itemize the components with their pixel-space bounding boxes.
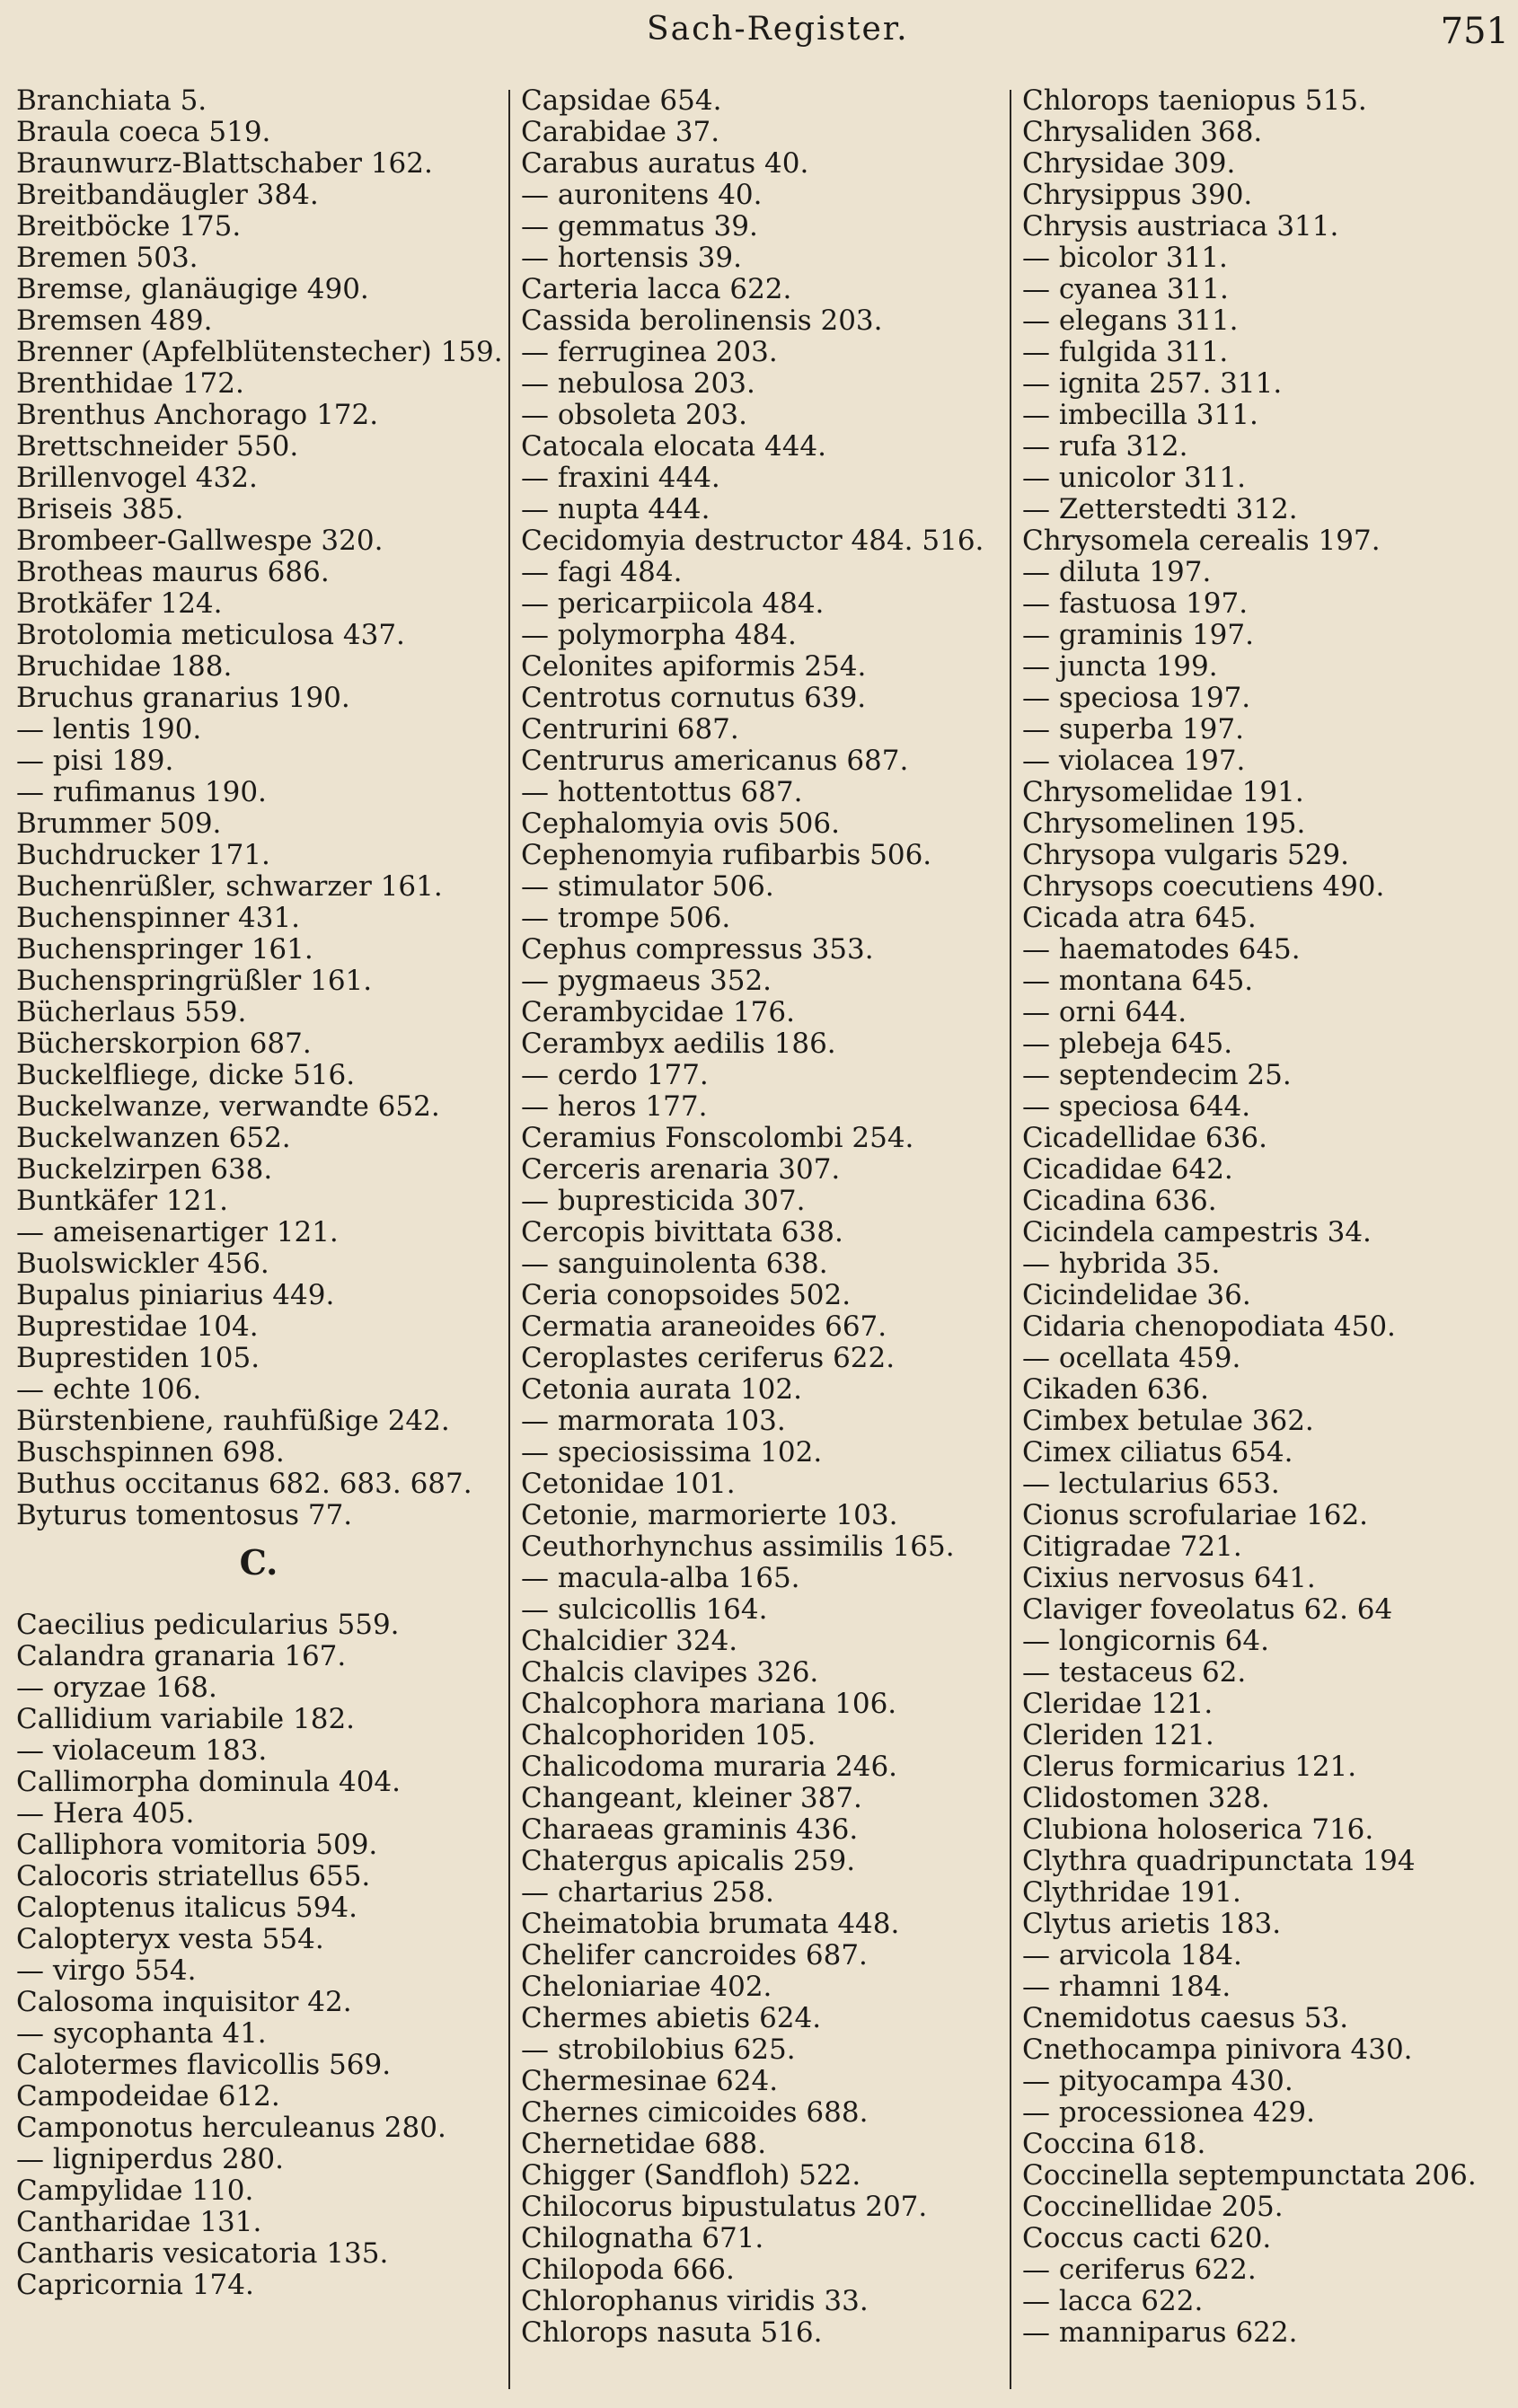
index-entry: Cicadellidae 636. bbox=[1022, 1122, 1267, 1154]
index-entry: Calliphora vomitoria 509. bbox=[16, 1829, 378, 1861]
index-entry: — juncta 199. bbox=[1022, 650, 1218, 683]
index-entry: Coccinella septempunctata 206. bbox=[1022, 2159, 1477, 2192]
index-entry: Cidaria chenopodiata 450. bbox=[1022, 1310, 1396, 1343]
index-entry: Buckelzirpen 638. bbox=[16, 1153, 273, 1186]
index-entry: Buchdrucker 171. bbox=[16, 839, 270, 871]
index-entry: Chigger (Sandfloh) 522. bbox=[521, 2159, 861, 2192]
index-entry: Coccus cacti 620. bbox=[1022, 2222, 1272, 2254]
index-entry: — fastuosa 197. bbox=[1022, 587, 1249, 620]
index-entry: Calopteryx vesta 554. bbox=[16, 1923, 324, 1955]
index-entry: Chermesinae 624. bbox=[521, 2065, 779, 2097]
index-entry: Camponotus herculeanus 280. bbox=[16, 2112, 446, 2144]
index-entry: Braunwurz-Blattschaber 162. bbox=[16, 147, 433, 180]
index-entry: Bruchus granarius 190. bbox=[16, 682, 350, 714]
index-entry: Brombeer-Gallwespe 320. bbox=[16, 525, 384, 557]
index-entry: Brillenvogel 432. bbox=[16, 462, 258, 494]
index-entry: Chernes cimicoides 688. bbox=[521, 2096, 869, 2129]
index-entry: — haematodes 645. bbox=[1022, 933, 1301, 966]
index-entry: — pisi 189. bbox=[16, 745, 174, 777]
index-entry: Cnethocampa pinivora 430. bbox=[1022, 2033, 1413, 2066]
index-entry: — unicolor 311. bbox=[1022, 462, 1246, 494]
index-entry: Cassida berolinensis 203. bbox=[521, 304, 883, 337]
index-entry: Ceria conopsoides 502. bbox=[521, 1279, 852, 1311]
index-entry: — graminis 197. bbox=[1022, 619, 1254, 651]
index-entry: — sanguinolenta 638. bbox=[521, 1248, 828, 1280]
index-entry: Chermes abietis 624. bbox=[521, 2002, 822, 2034]
index-entry: — Zetterstedti 312. bbox=[1022, 493, 1298, 525]
index-entry: Cikaden 636. bbox=[1022, 1373, 1209, 1406]
index-entry: Catocala elocata 444. bbox=[521, 430, 827, 463]
page-number: 751 bbox=[1440, 11, 1509, 52]
index-entry: Caloptenus italicus 594. bbox=[16, 1892, 357, 1924]
index-entry: Chilocorus bipustulatus 207. bbox=[521, 2191, 928, 2223]
index-entry: — fagi 484. bbox=[521, 556, 683, 588]
index-entry: — pericarpiicola 484. bbox=[521, 587, 825, 620]
index-entry: — sycophanta 41. bbox=[16, 2017, 267, 2050]
index-entry: Claviger foveolatus 62. 64 bbox=[1022, 1593, 1393, 1626]
index-entry: — pygmaeus 352. bbox=[521, 965, 772, 997]
index-entry: Cerambycidae 176. bbox=[521, 996, 795, 1028]
index-entry: Cecidomyia destructor 484. 516. bbox=[521, 525, 984, 557]
index-entry: — arvicola 184. bbox=[1022, 1939, 1242, 1971]
index-entry: Chrysippus 390. bbox=[1022, 179, 1253, 211]
index-entry: — diluta 197. bbox=[1022, 556, 1212, 588]
index-entry: Callidium variabile 182. bbox=[16, 1703, 356, 1735]
index-entry: — virgo 554. bbox=[16, 1954, 197, 1987]
index-entry: Buchenspringer 161. bbox=[16, 933, 313, 966]
index-entry: — imbecilla 311. bbox=[1022, 399, 1258, 431]
index-entry: — stimulator 506. bbox=[521, 870, 774, 903]
index-entry: — ferruginea 203. bbox=[521, 336, 778, 368]
index-entry: — speciosa 197. bbox=[1022, 682, 1251, 714]
index-entry: Brenner (Apfelblütenstecher) 159. bbox=[16, 336, 503, 368]
index-entry: Brotolomia meticulosa 437. bbox=[16, 619, 405, 651]
index-entry: Buchenrüßler, schwarzer 161. bbox=[16, 870, 443, 903]
index-entry: Centrotus cornutus 639. bbox=[521, 682, 867, 714]
index-entry: — bicolor 311. bbox=[1022, 242, 1228, 274]
index-entry: Chernetidae 688. bbox=[521, 2128, 767, 2160]
index-entry: Chrysidae 309. bbox=[1022, 147, 1236, 180]
index-entry: Buthus occitanus 682. 683. 687. bbox=[16, 1468, 472, 1500]
index-entry: Brenthus Anchorago 172. bbox=[16, 399, 379, 431]
index-entry: — violacea 197. bbox=[1022, 745, 1246, 777]
index-entry: Brummer 509. bbox=[16, 807, 222, 840]
index-entry: — manniparus 622. bbox=[1022, 2316, 1298, 2349]
index-entry: Cantharis vesicatoria 135. bbox=[16, 2237, 389, 2270]
index-entry: — longicornis 64. bbox=[1022, 1625, 1269, 1657]
index-entry: Buchenspinner 431. bbox=[16, 902, 301, 934]
index-entry: Cixius nervosus 641. bbox=[1022, 1562, 1316, 1594]
index-entry: Cetonia aurata 102. bbox=[521, 1373, 802, 1406]
index-entry: Clythra quadripunctata 194 bbox=[1022, 1845, 1416, 1877]
index-entry: Calandra granaria 167. bbox=[16, 1640, 347, 1672]
index-entry: — testaceus 62. bbox=[1022, 1656, 1247, 1689]
index-entry: — echte 106. bbox=[16, 1373, 202, 1406]
index-entry: — elegans 311. bbox=[1022, 304, 1239, 337]
index-entry: Buchenspringrüßler 161. bbox=[16, 965, 373, 997]
index-entry: Callimorpha dominula 404. bbox=[16, 1766, 401, 1798]
index-entry: Bücherskorpion 687. bbox=[16, 1028, 312, 1060]
index-entry: Chalcophoriden 105. bbox=[521, 1719, 816, 1751]
index-entry: — processionea 429. bbox=[1022, 2096, 1315, 2129]
index-entry: Chrysis austriaca 311. bbox=[1022, 210, 1339, 243]
index-entry: — gemmatus 39. bbox=[521, 210, 758, 243]
index-entry: — rufa 312. bbox=[1022, 430, 1188, 463]
index-entry: Brettschneider 550. bbox=[16, 430, 299, 463]
index-entry: Chrysopa vulgaris 529. bbox=[1022, 839, 1350, 871]
index-entry: Chlorophanus viridis 33. bbox=[521, 2285, 869, 2317]
index-entry: Braula coeca 519. bbox=[16, 116, 271, 148]
index-entry: — montana 645. bbox=[1022, 965, 1254, 997]
index-entry: Capsidae 654. bbox=[521, 84, 722, 117]
index-entry: Carabidae 37. bbox=[521, 116, 720, 148]
index-entry: Cantharidae 131. bbox=[16, 2206, 262, 2238]
index-entry: Chalcis clavipes 326. bbox=[521, 1656, 819, 1689]
index-entry: — rufimanus 190. bbox=[16, 776, 267, 808]
index-entry: Campylidae 110. bbox=[16, 2174, 254, 2207]
column-divider bbox=[1010, 90, 1011, 2389]
index-entry: Chrysomelidae 191. bbox=[1022, 776, 1304, 808]
index-entry: Chrysops coecutiens 490. bbox=[1022, 870, 1385, 903]
index-entry: — heros 177. bbox=[521, 1090, 708, 1123]
index-entry: Cicindela campestris 34. bbox=[1022, 1216, 1372, 1248]
index-entry: Ceramius Fonscolombi 254. bbox=[521, 1122, 914, 1154]
index-entry: Buntkäfer 121. bbox=[16, 1185, 228, 1217]
page-header bbox=[0, 11, 1518, 56]
index-entry: — ligniperdus 280. bbox=[16, 2143, 285, 2175]
index-column-1 bbox=[16, 85, 501, 2301]
index-entry: Chlorops taeniopus 515. bbox=[1022, 84, 1367, 117]
index-entry: — polymorpha 484. bbox=[521, 619, 797, 651]
index-entry: — ceriferus 622. bbox=[1022, 2254, 1257, 2286]
index-entry: Coccinellidae 205. bbox=[1022, 2191, 1284, 2223]
index-entry: Cercopis bivittata 638. bbox=[521, 1216, 843, 1248]
index-entry: — hottentottus 687. bbox=[521, 776, 803, 808]
index-entry: Branchiata 5. bbox=[16, 84, 207, 117]
index-entry: Celonites apiformis 254. bbox=[521, 650, 867, 683]
index-entry: Chlorops nasuta 516. bbox=[521, 2316, 823, 2349]
index-entry: — trompe 506. bbox=[521, 902, 731, 934]
index-entry: Calotermes flavicollis 569. bbox=[16, 2049, 392, 2081]
index-entry: Charaeas graminis 436. bbox=[521, 1813, 859, 1846]
index-entry: Clytus arietis 183. bbox=[1022, 1908, 1282, 1940]
index-entry: — pityocampa 430. bbox=[1022, 2065, 1293, 2097]
index-entry: Calosoma inquisitor 42. bbox=[16, 1986, 352, 2018]
index-entry: Centrurini 687. bbox=[521, 713, 739, 745]
index-entry: Buprestiden 105. bbox=[16, 1342, 260, 1374]
index-entry: Cheloniariae 402. bbox=[521, 1971, 772, 2003]
index-entry: — rhamni 184. bbox=[1022, 1971, 1231, 2003]
index-entry: — hybrida 35. bbox=[1022, 1248, 1221, 1280]
index-entry: — fulgida 311. bbox=[1022, 336, 1229, 368]
index-entry: — Hera 405. bbox=[16, 1797, 195, 1830]
index-entry: Cicindelidae 36. bbox=[1022, 1279, 1251, 1311]
index-entry: — auronitens 40. bbox=[521, 179, 763, 211]
index-entry: — nupta 444. bbox=[521, 493, 710, 525]
index-entry: Cephenomyia rufibarbis 506. bbox=[521, 839, 932, 871]
index-entry: Bremen 503. bbox=[16, 242, 199, 274]
index-entry: Cetonie, marmorierte 103. bbox=[521, 1499, 898, 1531]
index-entry: Brenthidae 172. bbox=[16, 367, 244, 400]
index-entry: Changeant, kleiner 387. bbox=[521, 1782, 862, 1814]
index-column-3 bbox=[1022, 85, 1507, 2349]
index-entry: Chatergus apicalis 259. bbox=[521, 1845, 856, 1877]
index-entry: Bremsen 489. bbox=[16, 304, 213, 337]
index-entry: Carteria lacca 622. bbox=[521, 273, 792, 305]
index-entry: Cephus compressus 353. bbox=[521, 933, 874, 966]
index-entry: Buprestidae 104. bbox=[16, 1310, 259, 1343]
index-entry: Breitbandäugler 384. bbox=[16, 179, 319, 211]
index-entry: Cicada atra 645. bbox=[1022, 902, 1257, 934]
index-entry: — lacca 622. bbox=[1022, 2285, 1204, 2317]
index-entry: Cetonidae 101. bbox=[521, 1468, 736, 1500]
index-entry: — cerdo 177. bbox=[521, 1059, 709, 1091]
index-entry: Chrysomelinen 195. bbox=[1022, 807, 1306, 840]
index-entry: — ignita 257. 311. bbox=[1022, 367, 1283, 400]
index-entry: Chrysaliden 368. bbox=[1022, 116, 1263, 148]
index-entry: Coccina 618. bbox=[1022, 2128, 1206, 2160]
index-entry: Cerceris arenaria 307. bbox=[521, 1153, 841, 1186]
index-entry: — violaceum 183. bbox=[16, 1734, 268, 1767]
index-entry: Bremse, glanäugige 490. bbox=[16, 273, 369, 305]
index-entry: Ceuthorhynchus assimilis 165. bbox=[521, 1530, 955, 1563]
index-entry: Cnemidotus caesus 53. bbox=[1022, 2002, 1349, 2034]
index-entry: Buckelfliege, dicke 516. bbox=[16, 1059, 356, 1091]
index-entry: Ceroplastes ceriferus 622. bbox=[521, 1342, 896, 1374]
index-entry: — speciosissima 102. bbox=[521, 1436, 823, 1469]
index-entry: Citigradae 721. bbox=[1022, 1530, 1242, 1563]
column-divider bbox=[508, 90, 510, 2389]
index-entry: — ocellata 459. bbox=[1022, 1342, 1241, 1374]
index-entry: — sulcicollis 164. bbox=[521, 1593, 768, 1626]
index-entry: Clerus formicarius 121. bbox=[1022, 1751, 1357, 1783]
index-entry: Chrysomela cerealis 197. bbox=[1022, 525, 1381, 557]
index-entry: Bupalus piniarius 449. bbox=[16, 1279, 335, 1311]
index-entry: Bürstenbiene, rauhfüßige 242. bbox=[16, 1405, 450, 1437]
index-entry: Breitböcke 175. bbox=[16, 210, 242, 243]
index-entry: Bücherlaus 559. bbox=[16, 996, 247, 1028]
index-entry: — hortensis 39. bbox=[521, 242, 742, 274]
index-entry: — cyanea 311. bbox=[1022, 273, 1229, 305]
index-entry: Briseis 385. bbox=[16, 493, 184, 525]
index-entry: Carabus auratus 40. bbox=[521, 147, 809, 180]
index-entry: Chilognatha 671. bbox=[521, 2222, 764, 2254]
index-entry: Byturus tomentosus 77. bbox=[16, 1499, 353, 1531]
index-entry: Cermatia araneoides 667. bbox=[521, 1310, 887, 1343]
index-entry: Cicadidae 642. bbox=[1022, 1153, 1233, 1186]
index-entry: — bupresticida 307. bbox=[521, 1185, 806, 1217]
index-entry: Chilopoda 666. bbox=[521, 2254, 735, 2286]
section-heading: C. bbox=[239, 1542, 278, 1583]
index-entry: Buckelwanzen 652. bbox=[16, 1122, 291, 1154]
page-title: Sach-Register. bbox=[647, 11, 909, 48]
index-entry: Brotkäfer 124. bbox=[16, 587, 223, 620]
index-entry: — orni 644. bbox=[1022, 996, 1187, 1028]
index-entry: Clubiona holoserica 716. bbox=[1022, 1813, 1374, 1846]
index-entry: Cephalomyia ovis 506. bbox=[521, 807, 840, 840]
index-entry: Campodeidae 612. bbox=[16, 2080, 280, 2113]
index-entry: Bruchidae 188. bbox=[16, 650, 233, 683]
index-entry: — lentis 190. bbox=[16, 713, 202, 745]
index-entry: — obsoleta 203. bbox=[521, 399, 748, 431]
index-column-2 bbox=[521, 85, 1006, 2349]
index-entry: Brotheas maurus 686. bbox=[16, 556, 330, 588]
index-entry: Chelifer cancroides 687. bbox=[521, 1939, 868, 1971]
index-entry: Buckelwanze, verwandte 652. bbox=[16, 1090, 440, 1123]
index-entry: — nebulosa 203. bbox=[521, 367, 755, 400]
index-entry: — septendecim 25. bbox=[1022, 1059, 1292, 1091]
index-entry: Cheimatobia brumata 448. bbox=[521, 1908, 900, 1940]
index-entry: Cionus scrofulariae 162. bbox=[1022, 1499, 1369, 1531]
index-entry: — strobilobius 625. bbox=[521, 2033, 796, 2066]
index-entry: Cimbex betulae 362. bbox=[1022, 1405, 1314, 1437]
index-entry: Clidostomen 328. bbox=[1022, 1782, 1270, 1814]
index-entry: Capricornia 174. bbox=[16, 2269, 254, 2301]
index-entry: Buschspinnen 698. bbox=[16, 1436, 285, 1469]
index-entry: Cerambyx aedilis 186. bbox=[521, 1028, 836, 1060]
index-entry: — speciosa 644. bbox=[1022, 1090, 1251, 1123]
index-entry: — plebeja 645. bbox=[1022, 1028, 1233, 1060]
index-entry: Cleridae 121. bbox=[1022, 1688, 1214, 1720]
index-entry: Calocoris striatellus 655. bbox=[16, 1860, 371, 1892]
index-entry: Chalcidier 324. bbox=[521, 1625, 738, 1657]
index-entry: Caecilius pedicularius 559. bbox=[16, 1609, 400, 1641]
index-entry: Centrurus americanus 687. bbox=[521, 745, 909, 777]
index-entry: — fraxini 444. bbox=[521, 462, 720, 494]
index-entry: — chartarius 258. bbox=[521, 1876, 774, 1909]
index-entry: Cleriden 121. bbox=[1022, 1719, 1214, 1751]
index-entry: — superba 197. bbox=[1022, 713, 1244, 745]
index-entry: Cicadina 636. bbox=[1022, 1185, 1217, 1217]
index-entry: — ameisenartiger 121. bbox=[16, 1216, 339, 1248]
index-entry: — lectularius 653. bbox=[1022, 1468, 1280, 1500]
index-entry: — macula-alba 165. bbox=[521, 1562, 800, 1594]
index-entry: — oryzae 168. bbox=[16, 1671, 217, 1704]
index-entry: Chalicodoma muraria 246. bbox=[521, 1751, 898, 1783]
index-entry: Clythridae 191. bbox=[1022, 1876, 1241, 1909]
index-entry: — marmorata 103. bbox=[521, 1405, 786, 1437]
index-entry: Chalcophora mariana 106. bbox=[521, 1688, 897, 1720]
index-entry: Buolswickler 456. bbox=[16, 1248, 269, 1280]
index-entry: Cimex ciliatus 654. bbox=[1022, 1436, 1293, 1469]
